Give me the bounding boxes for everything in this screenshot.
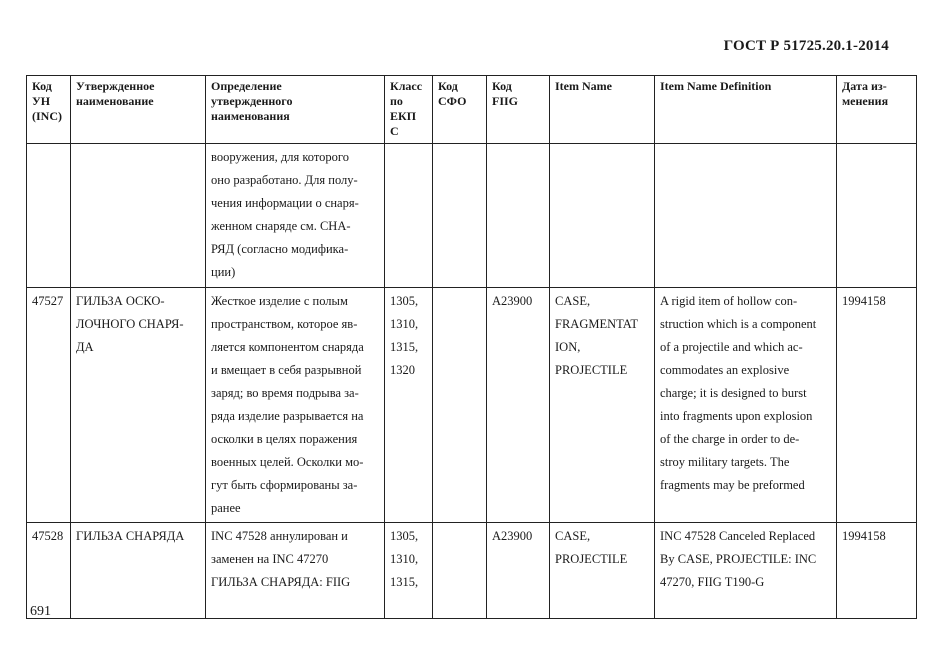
item-definition-header	[655, 76, 837, 144]
sfo-cell	[433, 523, 487, 619]
cell-line: into fragments upon explosion	[660, 409, 813, 423]
table-body	[27, 144, 917, 619]
cell-line: 1315,	[390, 575, 419, 589]
cell-line: ION,	[555, 340, 581, 354]
cell-line: By CASE, PROJECTILE: INC	[660, 552, 817, 566]
header-line: Item Name Definition	[660, 79, 772, 93]
fiig-header	[487, 76, 550, 144]
item-name-header	[550, 76, 655, 144]
header-row	[27, 76, 917, 144]
cell-line: 47527	[32, 294, 64, 308]
sfo-cell	[433, 144, 487, 288]
cell-line: FRAGMENTAT	[555, 317, 639, 331]
name-cell	[71, 523, 206, 619]
cell-line: ции)	[211, 265, 236, 279]
item-name-cell	[550, 523, 655, 619]
cell-line: ГИЛЬЗА ОСКО-	[76, 294, 165, 308]
header-line: Дата из-	[842, 79, 887, 93]
cell-line: of the charge in order to de-	[660, 432, 800, 446]
header-line: С	[390, 124, 399, 138]
date-cell	[837, 288, 917, 523]
cell-line: commodates an explosive	[660, 363, 790, 377]
cell-line: РЯД (согласно модифика-	[211, 242, 349, 256]
cell-line: ЛОЧНОГО СНАРЯ-	[76, 317, 184, 331]
fiig-cell	[487, 288, 550, 523]
class-header	[385, 76, 433, 144]
inc-cell	[27, 144, 71, 288]
header-line: Item Name	[555, 79, 612, 93]
table-row	[27, 144, 917, 288]
cell-line: 1305,	[390, 294, 419, 308]
definition-header	[206, 76, 385, 144]
header-line: Код	[438, 79, 458, 93]
class-cell	[385, 288, 433, 523]
header-line: Определение	[211, 79, 282, 93]
cell-line: 1310,	[390, 317, 419, 331]
cell-line: ряда изделие разрывается на	[211, 409, 364, 423]
item-definition-cell	[655, 523, 837, 619]
sfo-header	[433, 76, 487, 144]
table-row	[27, 288, 917, 523]
header-line: по	[390, 94, 403, 108]
header-line: Класс	[390, 79, 423, 93]
header-line: FIIG	[492, 94, 519, 108]
date-header	[837, 76, 917, 144]
cell-line: ДА	[76, 340, 94, 354]
header-line: утвержденного	[211, 94, 293, 108]
cell-line: ляется компонентом снаряда	[211, 340, 364, 354]
cell-line: 1994158	[842, 294, 886, 308]
cell-line: военных целей. Осколки мо-	[211, 455, 364, 469]
cell-line: ранее	[211, 501, 241, 515]
cell-line: 1305,	[390, 529, 419, 543]
cell-line: struction which is a component	[660, 317, 817, 331]
cell-line: ГИЛЬЗА СНАРЯДА	[76, 529, 185, 543]
cell-line: A23900	[492, 294, 533, 308]
page-number: 691	[30, 604, 51, 619]
cell-line: оно разработано. Для полу-	[211, 173, 358, 187]
header-line: Код	[32, 79, 52, 93]
item-name-cell	[550, 144, 655, 288]
definition-cell	[206, 523, 385, 619]
cell-line: 47270, FIIG T190-G	[660, 575, 765, 589]
cell-line: of a projectile and which ac-	[660, 340, 803, 354]
cell-line: заменен на INC 47270	[211, 552, 329, 566]
inc-cell	[27, 288, 71, 523]
header-line: менения	[842, 94, 889, 108]
cell-line: CASE,	[555, 294, 591, 308]
table-header	[27, 76, 917, 144]
item-definition-cell	[655, 288, 837, 523]
cell-line: осколки в целях поражения	[211, 432, 358, 446]
cell-line: INC 47528 аннулирован и	[211, 529, 348, 543]
header-line: Утвержденное	[76, 79, 155, 93]
cell-line: PROJECTILE	[555, 363, 628, 377]
cell-line: fragments may be preformed	[660, 478, 805, 492]
cell-line: CASE,	[555, 529, 591, 543]
cell-line: и вмещает в себя разрывной	[211, 363, 362, 377]
fiig-cell	[487, 144, 550, 288]
cell-line: женном снаряде см. СНА-	[211, 219, 351, 233]
cell-line: пространством, которое яв-	[211, 317, 358, 331]
header-line: наименования	[211, 109, 290, 123]
fiig-cell	[487, 523, 550, 619]
class-cell	[385, 144, 433, 288]
cell-line: 1310,	[390, 552, 419, 566]
cell-line: Жесткое изделие с полым	[211, 294, 348, 308]
item-name-cell	[550, 288, 655, 523]
cell-line: заряд; во время подрыва за-	[211, 386, 359, 400]
cell-line: вооружения, для которого	[211, 150, 349, 164]
name-cell	[71, 288, 206, 523]
date-cell	[837, 523, 917, 619]
item-definition-cell	[655, 144, 837, 288]
name-header	[71, 76, 206, 144]
sfo-cell	[433, 288, 487, 523]
definition-cell	[206, 144, 385, 288]
cell-line: ГИЛЬЗА СНАРЯДА: FIIG	[211, 575, 351, 589]
cell-line: 1994158	[842, 529, 886, 543]
definition-cell	[206, 288, 385, 523]
items-table	[26, 75, 917, 619]
header-line: СФО	[438, 94, 467, 108]
header-line: Код	[492, 79, 512, 93]
cell-line: INC 47528 Canceled Replaced	[660, 529, 816, 543]
cell-line: чения информации о снаря-	[211, 196, 359, 210]
cell-line: charge; it is designed to burst	[660, 386, 807, 400]
cell-line: A23900	[492, 529, 533, 543]
document-title: ГОСТ Р 51725.20.1-2014	[723, 38, 889, 54]
cell-line: 1320	[390, 363, 415, 377]
cell-line: 47528	[32, 529, 64, 543]
header-line: УН	[32, 94, 51, 108]
cell-line: A rigid item of hollow con-	[660, 294, 798, 308]
table-row	[27, 523, 917, 619]
header-line: наименование	[76, 94, 154, 108]
name-cell	[71, 144, 206, 288]
date-cell	[837, 144, 917, 288]
class-cell	[385, 523, 433, 619]
cell-line: гут быть сформированы за-	[211, 478, 358, 492]
cell-line: 1315,	[390, 340, 419, 354]
header-line: ЕКП	[390, 109, 417, 123]
cell-line: PROJECTILE	[555, 552, 628, 566]
cell-line: stroy military targets. The	[660, 455, 790, 469]
header-line: (INC)	[32, 109, 62, 123]
inc-header	[27, 76, 71, 144]
